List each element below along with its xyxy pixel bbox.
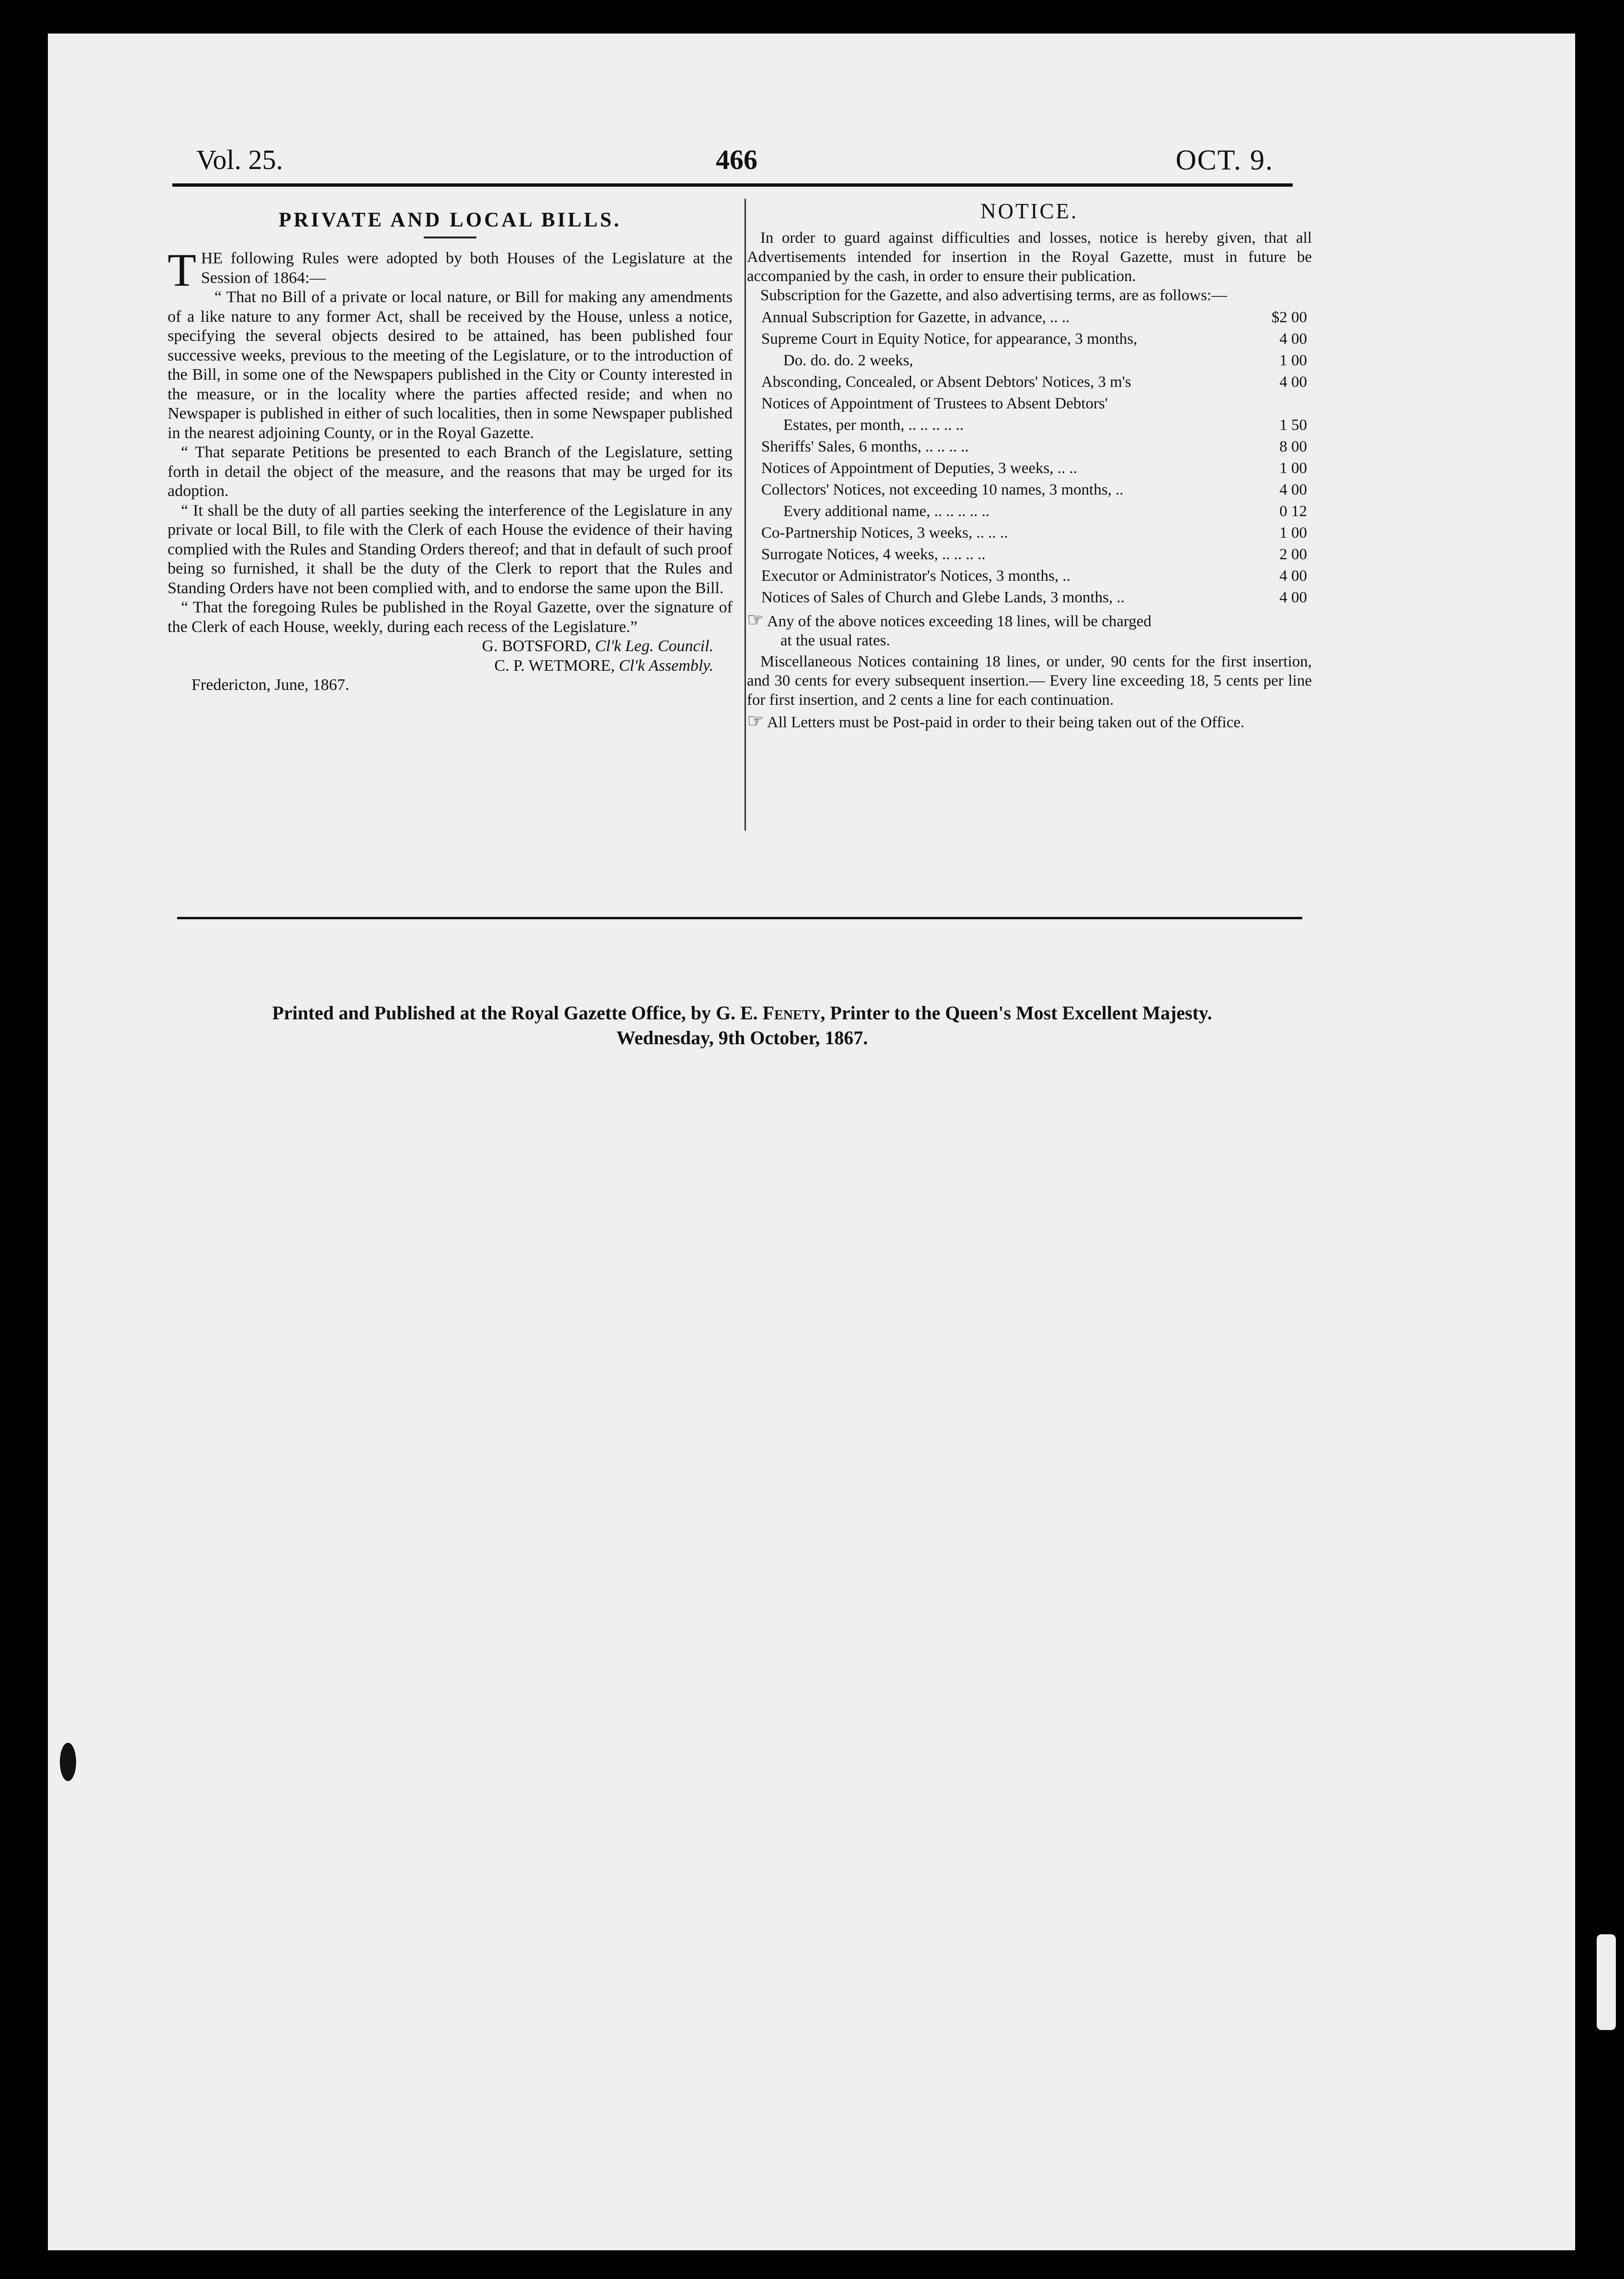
ink-blot (60, 1743, 76, 1781)
section-title: PRIVATE AND LOCAL BILLS. (279, 209, 621, 231)
fee-price: 1 00 (1279, 524, 1307, 542)
imprint-publisher: Printed and Published at the Royal Gazette Office, by G. E. (272, 1002, 758, 1024)
fee-price: 4 00 (1279, 481, 1307, 498)
fee-table (747, 307, 1312, 609)
intro-paragraph (168, 245, 733, 296)
signature-council (168, 637, 733, 656)
rule-paragraph-4: “ That the foregoing Rules be published in the Royal Gazette, over the signature of the Clerk of each House, weekly, during each recess of the Legislature.” (168, 598, 733, 636)
imprint-date: Wednesday, 9th October, 1867. (616, 1027, 868, 1049)
page-edge-tab (1597, 1934, 1616, 2030)
fee-price: 1 00 (1279, 352, 1307, 369)
fee-label: Surrogate Notices, 4 weeks, .. .. .. .. (761, 546, 986, 563)
fee-price (1226, 393, 1312, 415)
post-paid-note (747, 711, 1312, 732)
private-local-bills-column (168, 203, 733, 695)
fee-row (747, 415, 1312, 436)
fee-price: 8 00 (1279, 438, 1307, 455)
fee-price: 4 00 (1279, 330, 1307, 348)
signature-assembly (168, 656, 733, 676)
fee-row (747, 328, 1312, 350)
fee-label: Absconding, Concealed, or Absent Debtors' Notices, 3 m's (761, 373, 1131, 391)
notice-paragraph-1: In order to guard against difficulties and losses, notice is hereby given, that all Advertisements intended for insertion in the Royal Gazette, must in future be accompanied by the cash, in order to ensure their publication. (747, 229, 1312, 285)
miscellaneous-notices: Miscellaneous Notices containing 18 lines, or under, 90 cents for the first insertion, and 30 cents for every subsequent insertion.— Every line exceeding 18, 5 cents per line for first insertion, and 2 cents a line for each continuation. (747, 653, 1312, 709)
fee-price: $2 00 (1271, 309, 1307, 326)
place-date: Fredericton, June, 1867. (192, 676, 350, 694)
fee-row (747, 587, 1312, 609)
post-paid-text: All Letters must be Post-paid in order to their being taken out of the Office. (767, 714, 1245, 731)
fee-label: Notices of Sales of Church and Glebe Lands, 3 months, .. (761, 589, 1125, 606)
excess-lines-text: Any of the above notices exceeding 18 lines, will be charged (767, 613, 1151, 630)
imprint-printer-title: Printer to the Queen's Most Excellent Majesty. (830, 1002, 1212, 1024)
fee-row (747, 372, 1312, 393)
fee-row (747, 565, 1312, 587)
excess-lines-continuation: at the usual rates. (780, 632, 891, 649)
fee-price: 4 00 (1279, 373, 1307, 391)
fee-label: Supreme Court in Equity Notice, for appearance, 3 months, (761, 330, 1138, 348)
header-rule (172, 183, 1293, 187)
fee-price: 4 00 (1279, 567, 1307, 585)
signature-name: G. BOTSFORD, (482, 637, 591, 655)
fee-label: Sheriffs' Sales, 6 months, .. .. .. .. (761, 438, 969, 455)
excess-lines-note (747, 610, 1312, 650)
rule-paragraph-2: “ That separate Petitions be presented to each Branch of the Legislature, setting forth in detail the object of the measure, and the reasons that may be urged for its adoption. (168, 443, 733, 500)
fee-label: Notices of Appointment of Deputies, 3 weeks, .. .. (761, 460, 1077, 477)
column-divider (744, 199, 746, 831)
pointing-hand-icon: ☞ (747, 710, 764, 732)
fee-label: Annual Subscription for Gazette, in advance, .. .. (761, 309, 1070, 326)
notice-column (747, 199, 1312, 734)
rule-paragraph-3: “ It shall be the duty of all parties seeking the interference of the Legislature in any private or local Bill, to file with the Clerk of each House the evidence of their having complied with the Rules and Standing Orders thereof; and that in default of such proof being so furnished, it shall be the duty of the Clerk to report that the Rules and Standing Orders have not been complied with, and to endorse the same upon the Bill. (168, 501, 733, 597)
volume-label: Vol. 25. (196, 144, 283, 175)
imprint (168, 1001, 1317, 1050)
notice-paragraph-2: Subscription for the Gazette, and also advertising terms, are as follows:— (760, 287, 1228, 304)
notice-title: NOTICE. (980, 199, 1079, 223)
fee-price: 2 00 (1279, 546, 1307, 563)
fee-row (747, 522, 1312, 544)
page-header (172, 144, 1274, 187)
fee-row (747, 436, 1312, 458)
intro-text: HE following Rules were adopted by both Houses of the Legislature at the Session of 1864:— (201, 249, 733, 287)
fee-row (747, 307, 1312, 328)
fee-label: Estates, per month, .. .. .. .. .. (783, 417, 964, 434)
signature-title: Cl'k Leg. Council. (595, 637, 713, 655)
fee-price: 1 00 (1279, 460, 1307, 477)
title-divider (424, 237, 476, 238)
signature-title: Cl'k Assembly. (619, 656, 713, 675)
fee-label: Notices of Appointment of Trustees to Absent Debtors' (761, 395, 1108, 412)
fee-row (747, 544, 1312, 565)
fee-row (747, 350, 1312, 372)
fee-label: Do. do. do. 2 weeks, (783, 352, 914, 369)
fee-label: Every additional name, .. .. .. .. .. (783, 503, 990, 520)
fee-row (747, 501, 1312, 522)
imprint-printer-name: Fenety, (762, 1002, 825, 1024)
fee-price: 4 00 (1279, 589, 1307, 606)
issue-date: OCT. 9. (1175, 144, 1274, 176)
fee-label: Co-Partnership Notices, 3 weeks, .. .. .. (761, 524, 1008, 542)
fee-label: Executor or Administrator's Notices, 3 months, .. (761, 567, 1071, 585)
drop-cap: T (168, 245, 196, 296)
pointing-hand-icon: ☞ (747, 609, 764, 631)
footer-rule (177, 917, 1302, 919)
fee-row (747, 393, 1312, 415)
rule-paragraph-1: “ That no Bill of a private or local nature, or Bill for making any amendments of a like nature to any former Act, shall be received by the House, unless a notice, specifying the several objects desired to be attained, has been published four successive weeks, previous to the meeting of the Legislature, or to the introduction of the Bill, in some one of the Newspapers published in the City or County interested in the measure, or in the locality where the parties affected reside; and when no Newspaper is published in either of such localities, then in some Newspaper published in the nearest adjoining County, or in the Royal Gazette. (168, 288, 733, 442)
imprint-line-1 (168, 1001, 1317, 1026)
fee-price: 1 50 (1279, 417, 1307, 434)
fee-price: 0 12 (1279, 503, 1307, 520)
fee-row (747, 479, 1312, 501)
fee-row (747, 458, 1312, 479)
signature-name: C. P. WETMORE, (494, 656, 615, 675)
fee-label: Collectors' Notices, not exceeding 10 names, 3 months, .. (761, 481, 1124, 498)
page-number: 466 (716, 144, 757, 175)
